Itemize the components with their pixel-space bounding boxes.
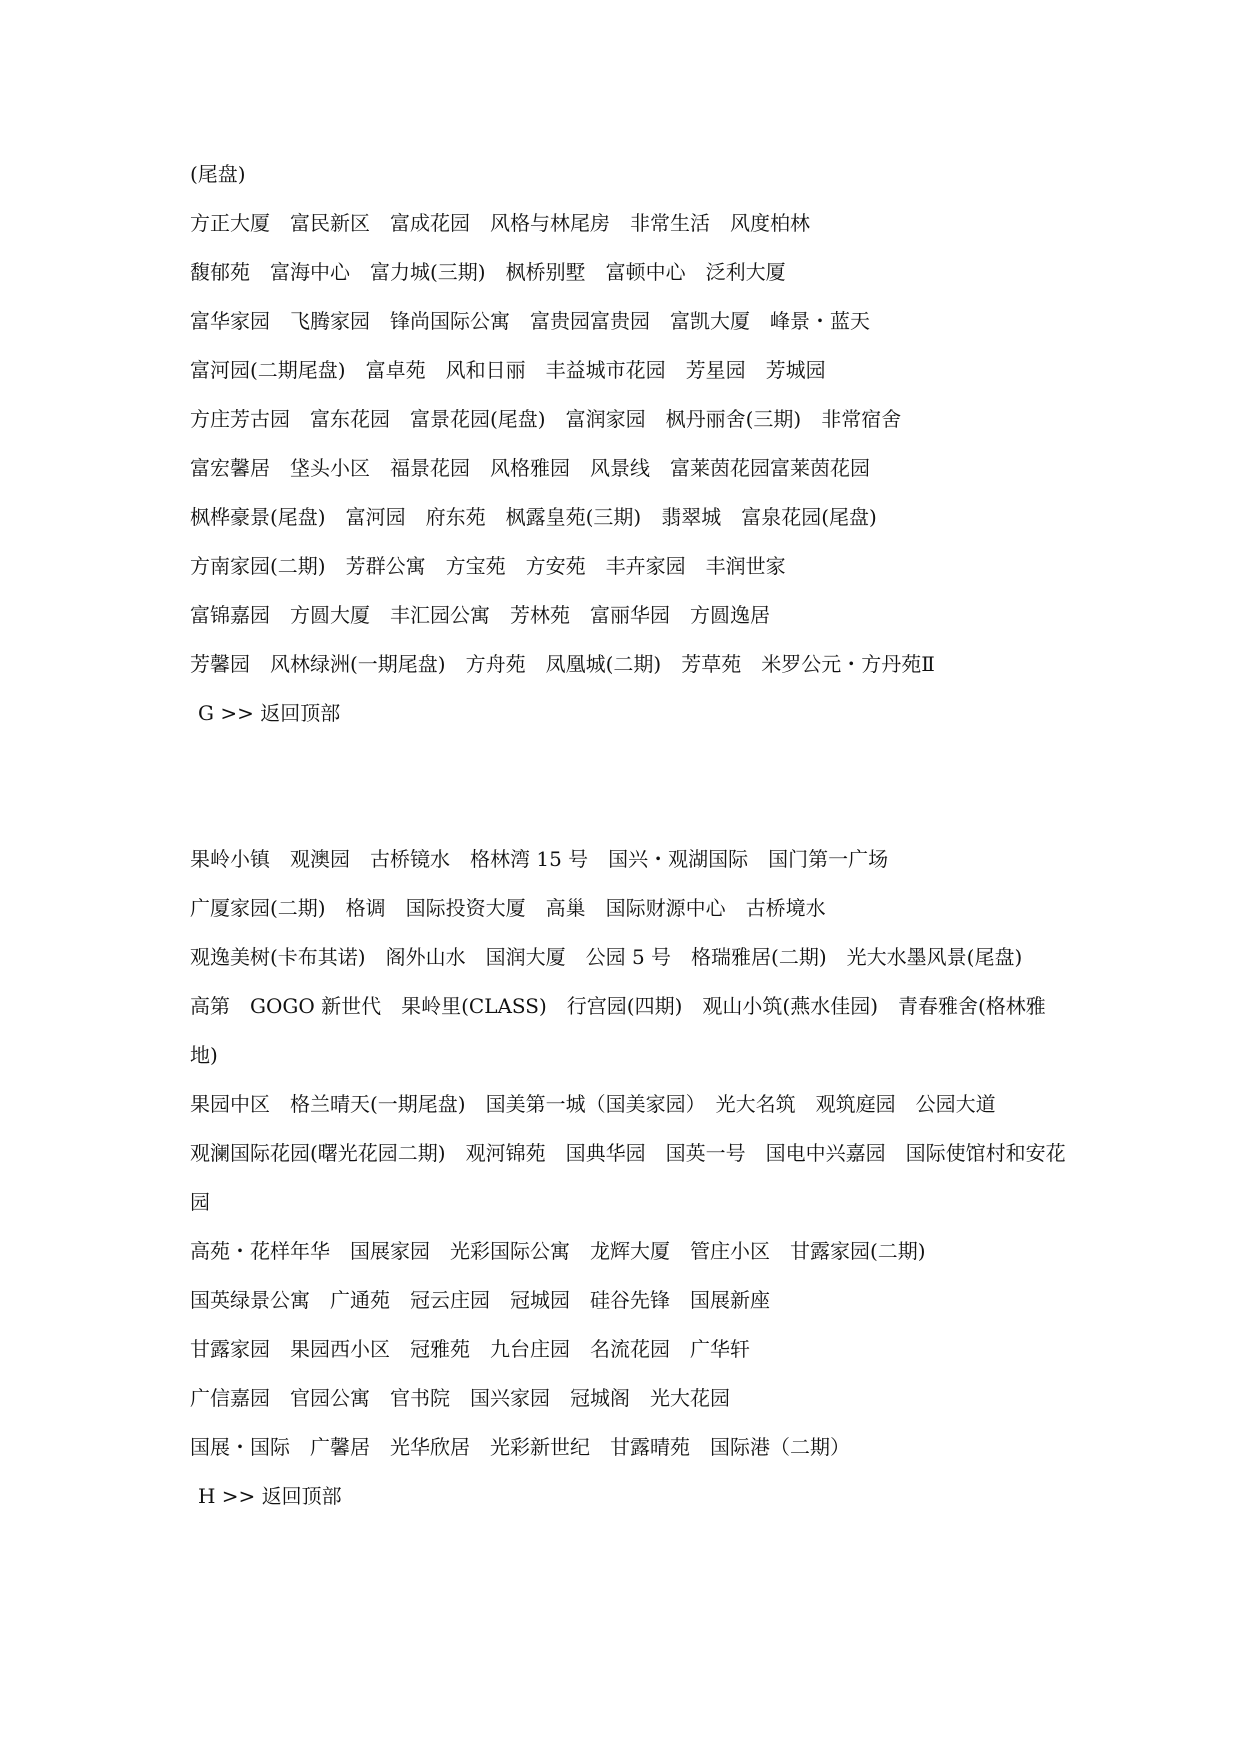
- listing-line: 高苑・花样年华 国展家园 光彩国际公寓 龙辉大厦 管庄小区 甘露家园(二期): [190, 1239, 926, 1263]
- letter-h-link[interactable]: H >>: [198, 1484, 256, 1508]
- listing-line: (尾盘): [190, 162, 246, 186]
- back-to-top-link[interactable]: 返回顶部: [260, 701, 341, 725]
- listing-line: 富宏馨居 垡头小区 福景花园 风格雅园 风景线 富莱茵花园富莱茵花园: [190, 456, 870, 480]
- listing-line: 馥郁苑 富海中心 富力城(三期) 枫桥别墅 富顿中心 泛利大厦: [190, 260, 786, 284]
- section-g: [190, 835, 1070, 1521]
- section-nav-h: [190, 1472, 1070, 1521]
- listing-line: 富华家园 飞腾家园 锋尚国际公寓 富贵园富贵园 富凯大厦 峰景・蓝天: [190, 309, 870, 333]
- listing-line: 甘露家园 果园西小区 冠雅苑 九台庄园 名流花园 广华轩: [190, 1337, 750, 1361]
- listing-line: 果园中区 格兰晴天(一期尾盘) 国美第一城（国美家园） 光大名筑 观筑庭园 公园大道: [190, 1092, 996, 1116]
- listing-line: 观澜国际花园(曙光花园二期) 观河锦苑 国典华园 国英一号 国电中兴嘉园 国际使馆村和安花园: [190, 1141, 1066, 1214]
- listing-line: 方南家园(二期) 芳群公寓 方宝苑 方安苑 丰卉家园 丰润世家: [190, 554, 786, 578]
- listing-line: 广厦家园(二期) 格调 国际投资大厦 高巢 国际财源中心 古桥境水: [190, 896, 826, 920]
- listing-line: 枫桦豪景(尾盘) 富河园 府东苑 枫露皇苑(三期) 翡翠城 富泉花园(尾盘): [190, 505, 877, 529]
- section-f: [190, 150, 1070, 738]
- listing-line: 方正大厦 富民新区 富成花园 风格与林尾房 非常生活 风度柏林: [190, 211, 810, 235]
- listing-line: 芳馨园 风林绿洲(一期尾盘) 方舟苑 凤凰城(二期) 芳草苑 米罗公元・方丹苑Ⅱ: [190, 652, 935, 676]
- section-gap: [190, 738, 1070, 835]
- listing-line: 方庄芳古园 富东花园 富景花园(尾盘) 富润家园 枫丹丽舍(三期) 非常宿舍: [190, 407, 902, 431]
- listing-line: 富锦嘉园 方圆大厦 丰汇园公寓 芳林苑 富丽华园 方圆逸居: [190, 603, 770, 627]
- section-nav-g: [190, 689, 1070, 738]
- listing-line: 广信嘉园 官园公寓 官书院 国兴家园 冠城阁 光大花园: [190, 1386, 730, 1410]
- letter-g-link[interactable]: G >>: [198, 701, 254, 725]
- listing-line: 国英绿景公寓 广通苑 冠云庄园 冠城园 硅谷先锋 国展新座: [190, 1288, 770, 1312]
- listing-line: 富河园(二期尾盘) 富卓苑 风和日丽 丰益城市花园 芳星园 芳城园: [190, 358, 826, 382]
- listing-line: 观逸美树(卡布其诺) 阁外山水 国润大厦 公园 5 号 格瑞雅居(二期) 光大水墨风景(尾盘): [190, 945, 1023, 969]
- listing-line: 高第 GOGO 新世代 果岭里(CLASS) 行宫园(四期) 观山小筑(燕水佳园) 青春雅舍(格林雅地): [190, 994, 1046, 1067]
- back-to-top-link[interactable]: 返回顶部: [261, 1484, 342, 1508]
- listing-line: 果岭小镇 观澳园 古桥镜水 格林湾 15 号 国兴・观湖国际 国门第一广场: [190, 847, 889, 871]
- document-page: [190, 150, 1070, 1521]
- listing-line: 国展・国际 广馨居 光华欣居 光彩新世纪 甘露晴苑 国际港（二期）: [190, 1435, 850, 1459]
